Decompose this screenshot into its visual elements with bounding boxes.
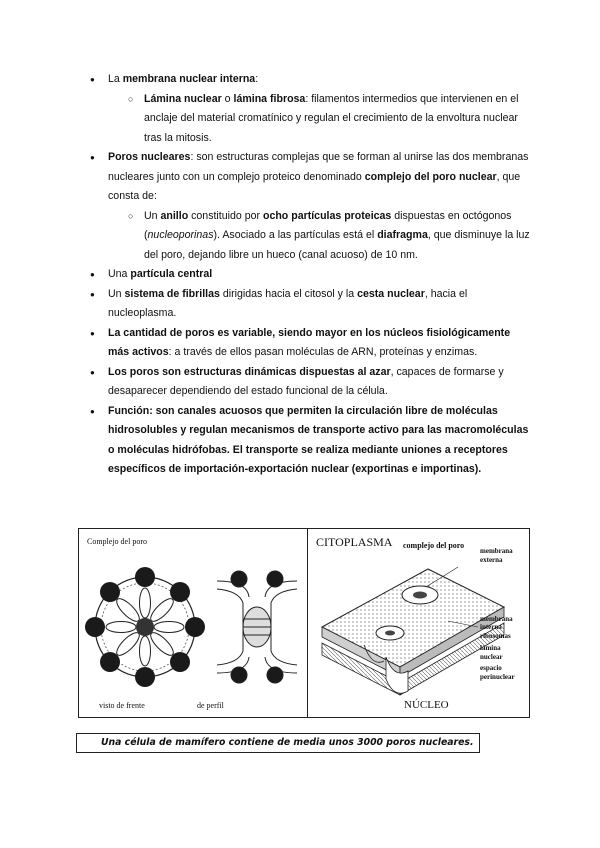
text-run: , que disminuye la luz del poro, dejando libre un hueco (canal acuoso) de 10 nm.	[144, 229, 530, 261]
inner-membrane-label-1: membrana	[480, 615, 513, 623]
text-run: , capaces de formarse y desaparecer dependiendo del estado funcional de la célula.	[108, 365, 504, 397]
ribosomes-label: ribosomas	[480, 632, 511, 640]
text-run: o	[221, 92, 234, 105]
profile-view-label: de perfil	[197, 701, 224, 710]
bullet-list	[92, 70, 532, 480]
bullet-item	[92, 363, 532, 402]
pore-complex-drawing	[79, 529, 307, 717]
text-run: Un	[108, 287, 125, 300]
inner-membrane-label-2: interna	[480, 623, 502, 631]
bullet-item	[92, 148, 532, 265]
pore-complex-label: complejo del poro	[403, 541, 465, 550]
text-run: :	[255, 73, 259, 85]
text-run: dirigidas hacia el citosol y la	[219, 287, 358, 300]
bold-text: diafragma	[377, 229, 428, 241]
bold-text: Poros nucleares	[108, 151, 191, 163]
text-run: : a través de ellos pasan moléculas de ARN, proteínas y enzimas.	[168, 346, 478, 358]
bullet-item	[92, 324, 532, 363]
bold-text: ocho partículas proteicas	[262, 209, 392, 222]
text-run: Un	[144, 209, 161, 222]
bullet-item	[92, 402, 532, 480]
outer-membrane-label-1: membrana	[480, 547, 513, 555]
bold-text: anillo	[160, 209, 189, 222]
pore-complex-title: Complejo del poro	[87, 537, 147, 546]
bold-text: La cantidad de poros es variable, siendo mayor en los núcleos fisiológicamente más activos	[108, 326, 511, 358]
text-run: dispuestas en octógonos (	[144, 209, 512, 241]
perinuclear-space-label-2: perinuclear	[480, 673, 515, 681]
bold-text: cesta nuclear	[357, 287, 425, 300]
bold-text: Función: son canales acuosos que permiten la circulación libre de moléculas hidrosolubles y regulan mecanismos de transporte activo para las macromoléculas o moléculas hidrófobas. El transporte se realiza mediante uniones a receptores específicos de importación-exportación nuclear (exportinas e importinas).	[108, 404, 529, 475]
sub-bullet-item	[130, 207, 532, 266]
sub-bullet-list	[130, 207, 532, 266]
bold-text: sistema de fibrillas	[124, 287, 220, 300]
bold-text: Lámina nuclear	[144, 92, 222, 105]
bullet-item	[92, 285, 532, 324]
bold-text: Los poros son estructuras dinámicas dispuestas al azar	[108, 365, 391, 378]
figure-caption: Una célula de mamífero contiene de media unos 3000 poros nucleares.	[76, 733, 480, 753]
nuclear-envelope-diagram	[308, 529, 529, 717]
text-run: La	[108, 73, 123, 85]
pore-complex-diagram	[79, 529, 307, 717]
bullet-item	[92, 265, 532, 285]
text-run: Una	[108, 268, 131, 280]
text-run: , hacia el nucleoplasma.	[108, 287, 468, 319]
nuclear-pore-figure	[78, 528, 530, 718]
lamina-label-1: lámina	[480, 644, 501, 652]
sub-bullet-list	[130, 90, 532, 149]
front-view-label: visto de frente	[99, 701, 145, 710]
cytoplasm-title: CITOPLASMA	[316, 535, 393, 549]
bold-text: complejo del poro nuclear	[364, 170, 497, 183]
italic-text: nucleoporinas	[147, 229, 214, 241]
text-run: : filamentos intermedios que intervienen en el anclaje del material cromatínico y regulan el crecimiento de la envoltura nuclear tras la mitosis.	[144, 92, 519, 144]
lamina-label-2: nuclear	[480, 653, 503, 661]
bold-text: partícula central	[130, 268, 213, 280]
text-run: constituido por	[188, 209, 263, 222]
bold-text: membrana nuclear interna	[122, 73, 256, 85]
perinuclear-space-label-1: espacio	[480, 664, 502, 672]
bold-text: lámina fibrosa	[233, 92, 306, 105]
text-run: ). Asociado a las partículas está el	[213, 229, 378, 241]
sub-bullet-item	[130, 90, 532, 149]
text-run: , que consta de:	[108, 170, 521, 202]
bullet-item	[92, 70, 532, 148]
outer-membrane-label-2: externa	[480, 556, 503, 564]
text-run: : son estructuras complejas que se forman al unirse las dos membranas nucleares junto con un complejo proteico denominado	[108, 151, 529, 183]
nucleus-label: NÚCLEO	[404, 699, 449, 711]
